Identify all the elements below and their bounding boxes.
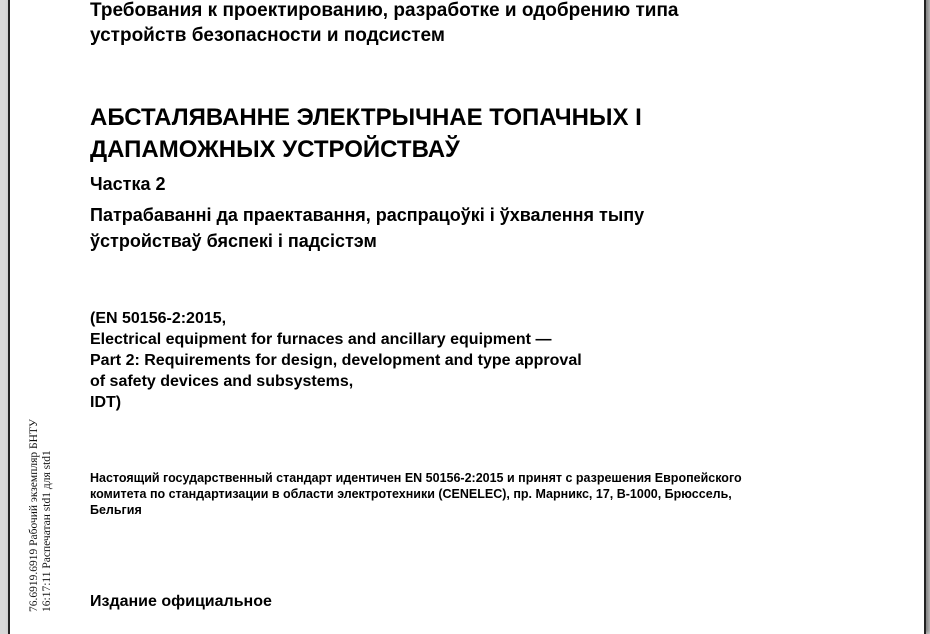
english-reference-line: Part 2: Requirements for design, development and type approval [90, 352, 582, 369]
belarusian-subtitle [90, 202, 644, 254]
belarusian-title [90, 102, 642, 166]
stamp-line: 16:17:11 Распечатан std1 для std1 [41, 450, 53, 612]
belarusian-subtitle-line: ўстройстваў бяспекі і падсістэм [90, 231, 377, 251]
adoption-notice [90, 470, 870, 518]
adoption-notice-line: Бельгия [90, 503, 142, 517]
stamp-line: 76.6919.6919 Рабочий экземпляр БНТУ [28, 418, 40, 612]
adoption-notice-line: комитета по стандартизации в области электротехники (CENELEC), пр. Марникс, 17, B-1000, Брюссель, [90, 487, 732, 501]
adoption-notice-line: Настоящий государственный стандарт идентичен EN 50156-2:2015 и принят с разрешения Европейского [90, 471, 742, 485]
part-label: Частка 2 [90, 174, 166, 194]
document-page [8, 0, 926, 634]
belarusian-subtitle-line: Патрабаванні да праектавання, распрацоўкі і ўхвалення тыпу [90, 205, 645, 225]
russian-subtitle-line: устройств безопасности и подсистем [90, 25, 445, 46]
english-reference-line: (EN 50156-2:2015, [90, 310, 227, 327]
side-watermark-stamp [28, 419, 54, 612]
english-reference-line: Electrical equipment for furnaces and ancillary equipment — [90, 331, 552, 348]
edition-label: Издание официальное [90, 593, 272, 610]
belarusian-title-line: АБСТАЛЯВАННЕ ЭЛЕКТРЫЧНАЕ ТОПАЧНЫХ І [90, 104, 642, 131]
russian-subtitle-line: Требования к проектированию, разработке и одобрению типа [90, 0, 679, 21]
russian-subtitle [90, 0, 678, 48]
english-reference-line: IDT) [90, 394, 122, 411]
belarusian-title-line: ДАПАМОЖНЫХ УСТРОЙСТВАЎ [90, 136, 460, 163]
english-reference [90, 308, 582, 413]
english-reference-line: of safety devices and subsystems, [90, 373, 354, 390]
